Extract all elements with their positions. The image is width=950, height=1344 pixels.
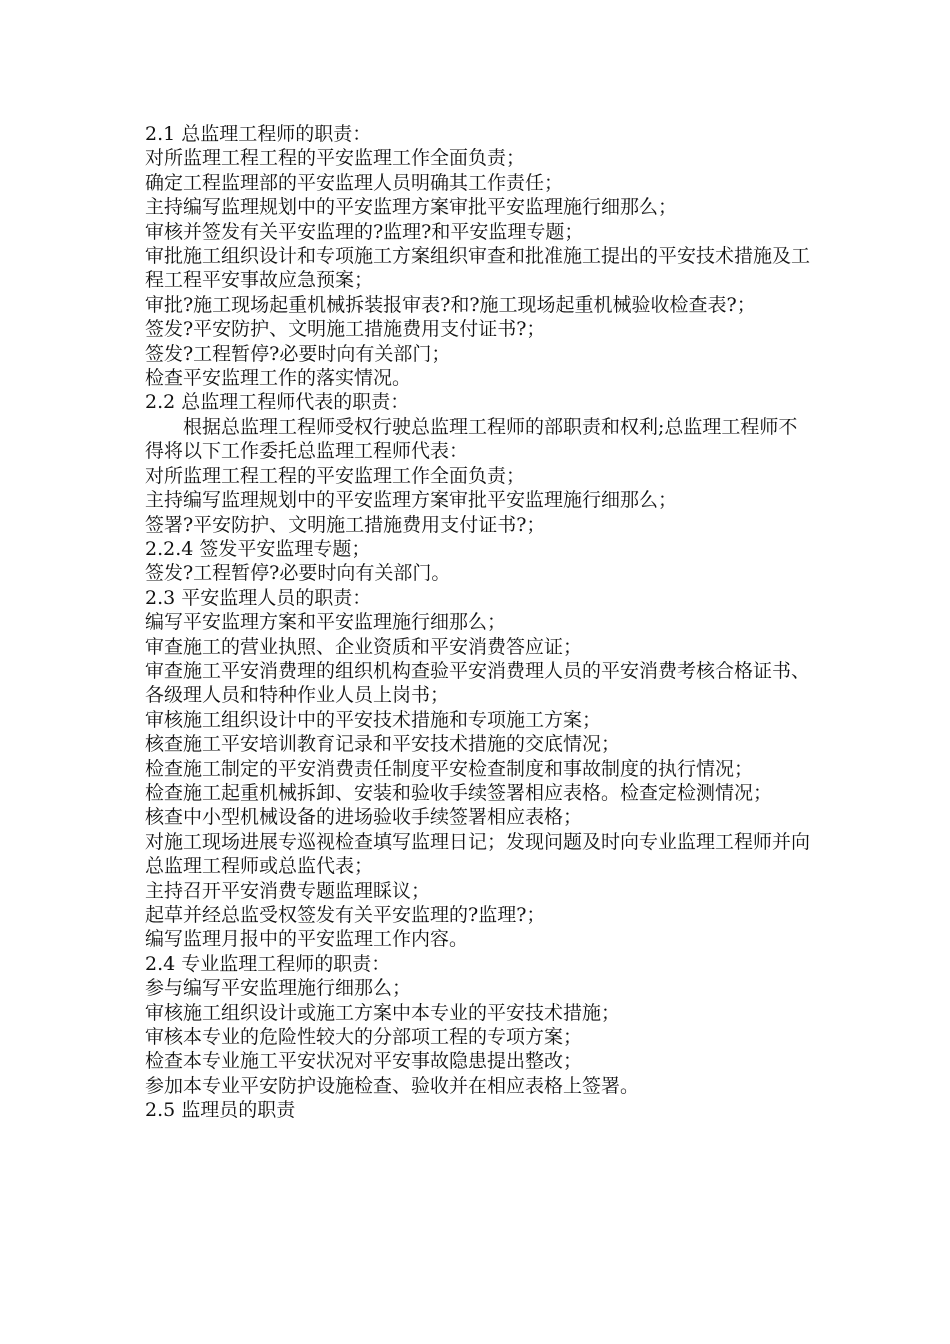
body-paragraph: 核查中小型机械设备的进场验收手续签署相应表格； [145, 806, 583, 829]
body-paragraph: 参与编写平安监理施行细那么； [145, 977, 412, 1000]
body-paragraph: 确定工程监理部的平安监理人员明确其工作责任； [145, 171, 564, 194]
body-paragraph: 参加本专业平安防护设施检查、验收并在相应表格上签署。 [145, 1074, 640, 1097]
body-paragraph: 签发?平安防护、文明施工措施费用支付证书?； [145, 318, 546, 341]
body-paragraph: 检查本专业施工平安状况对平安事故隐患提出整改； [145, 1050, 583, 1073]
body-paragraph: 编写监理月报中的平安监理工作内容。 [145, 928, 469, 951]
section-heading: 2.1 总监理工程师的职责： [145, 123, 372, 145]
body-paragraph: 主持召开平安消费专题监理睬议； [145, 879, 431, 902]
body-paragraph: 检查施工起重机械拆卸、安装和验收手续签署相应表格。检查定检测情况； [145, 781, 773, 804]
body-paragraph: 对施工现场进展专巡视检查填写监理日记；发现问题及时向专业监理工程师并向总监理工程师或总监代表； [145, 830, 811, 878]
section-heading: 2.4 专业监理工程师的职责： [145, 952, 391, 975]
body-paragraph: 审查施工平安消费理的组织机构查验平安消费理人员的平安消费考核合格证书、各级理人员和特种作业人员上岗书； [145, 659, 811, 707]
body-paragraph: 审核并签发有关平安监理的?监理?和平安监理专题； [145, 220, 584, 243]
body-paragraph: 审批施工组织设计和专项施工方案组织审查和批准施工提出的平安技术措施及工程工程平安事故应急预案； [145, 245, 811, 292]
body-paragraph: 审核施工组织设计中的平安技术措施和专项施工方案； [145, 708, 602, 731]
body-paragraph: 检查平安监理工作的落实情况。 [145, 367, 412, 390]
body-paragraph: 审核本专业的危险性较大的分部项工程的专项方案； [145, 1026, 583, 1049]
document-body [145, 122, 810, 1123]
body-paragraph: 对所监理工程工程的平安监理工作全面负责； [145, 464, 526, 487]
body-paragraph: 审批?施工现场起重机械拆装报审表?和?施工现场起重机械验收检查表?； [145, 293, 756, 316]
body-paragraph: 核查施工平安培训教育记录和平安技术措施的交底情况； [145, 733, 621, 756]
body-paragraph: 对所监理工程工程的平安监理工作全面负责； [145, 147, 526, 170]
section-heading: 2.2 总监理工程师代表的职责： [145, 391, 410, 414]
body-paragraph: 起草并经总监受权签发有关平安监理的?监理?； [145, 904, 546, 926]
body-paragraph: 编写平安监理方案和平安监理施行细那么； [145, 611, 507, 634]
section-heading: 2.2.4 签发平安监理专题； [145, 537, 371, 560]
body-paragraph: 签发?工程暂停?必要时向有关部门。 [145, 562, 451, 585]
body-paragraph: 签署?平安防护、文明施工措施费用支付证书?； [145, 513, 546, 536]
body-paragraph: 审查施工的营业执照、企业资质和平安消费答应证； [145, 635, 583, 658]
body-paragraph: 主持编写监理规划中的平安监理方案审批平安监理施行细那么； [145, 196, 678, 219]
section-heading: 2.3 平安监理人员的职责： [145, 586, 372, 609]
body-paragraph: 根据总监理工程师受权行驶总监理工程师的部职责和权利;总监理工程师不得将以下工作委托总监理工程师代表： [145, 415, 798, 463]
body-paragraph: 签发?工程暂停?必要时向有关部门； [145, 342, 451, 365]
body-paragraph: 检查施工制定的平安消费责任制度平安检查制度和事故制度的执行情况； [145, 757, 754, 780]
body-paragraph: 主持编写监理规划中的平安监理方案审批平安监理施行细那么； [145, 489, 678, 512]
body-paragraph: 审核施工组织设计或施工方案中本专业的平安技术措施； [145, 1001, 621, 1024]
section-heading: 2.5 监理员的职责 [145, 1099, 296, 1122]
